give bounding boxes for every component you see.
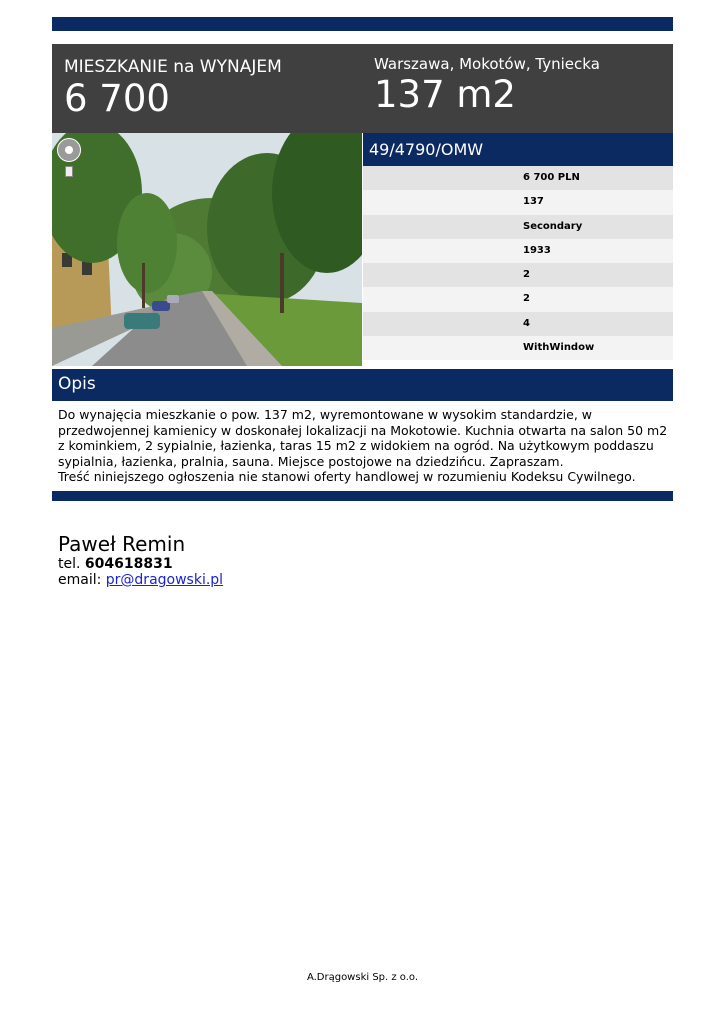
detail-value-6: 2: [363, 287, 673, 311]
footer-company: A.Drągowski Sp. z o.o.: [306, 972, 419, 983]
description-disclaimer: Treść niniejszego ogłoszenia nie stanowi oferty handlowej w rozumieniu Kodeksu Cywilnego.: [58, 469, 636, 485]
description-text: [58, 407, 670, 485]
email-link[interactable]: pr@dragowski.pl: [105, 572, 224, 588]
listing-location: Warszawa, Mokotów, Tyniecka: [374, 55, 600, 73]
listing-price: 6 700: [64, 77, 170, 120]
detail-kitchen-type: WithWindow: [363, 336, 673, 360]
agent-email: [58, 572, 223, 588]
description-body: Do wynajęcia mieszkanie o pow. 137 m2, wyremontowane w wysokim standardzie, w przedwojennej kamienicy w doskonałej lokalizacji na Mokotowie. Kuchnia otwarta na salon 50 m2 z kominkiem, 2 sypialnie, łazienka, taras 15 m2 z widokiem na ogród. Na użytkowym poddaszu sypialnia, łazienka, pralnia, sauna. Miejsce postojowe na dziedzińcu. Zapraszam.: [58, 407, 668, 469]
details-table: [363, 166, 673, 360]
listing-area: 137 m2: [374, 73, 516, 116]
bottom-banner-bar: [52, 491, 673, 501]
agent-name: Paweł Remin: [58, 532, 186, 556]
phone-number[interactable]: 604618831: [84, 556, 173, 572]
detail-market: Secondary: [363, 215, 673, 239]
detail-area: 137: [363, 190, 673, 214]
listing-reference-number: 49/4790/OMW: [363, 133, 673, 166]
zoom-control[interactable]: [65, 166, 73, 177]
agent-phone: [58, 556, 173, 572]
detail-value-5: 2: [363, 263, 673, 287]
pegman-icon[interactable]: [57, 138, 81, 162]
listing-type: MIESZKANIE na WYNAJEM: [64, 57, 282, 77]
detail-price: 6 700 PLN: [363, 166, 673, 190]
phone-label: tel.: [58, 556, 81, 572]
detail-year-built: 1933: [363, 239, 673, 263]
street-view-photo[interactable]: [52, 133, 362, 366]
listing-header: [52, 44, 673, 133]
description-heading: Opis: [52, 369, 673, 401]
email-label: email:: [58, 572, 102, 588]
top-banner-bar: [52, 17, 673, 31]
detail-value-7: 4: [363, 312, 673, 336]
